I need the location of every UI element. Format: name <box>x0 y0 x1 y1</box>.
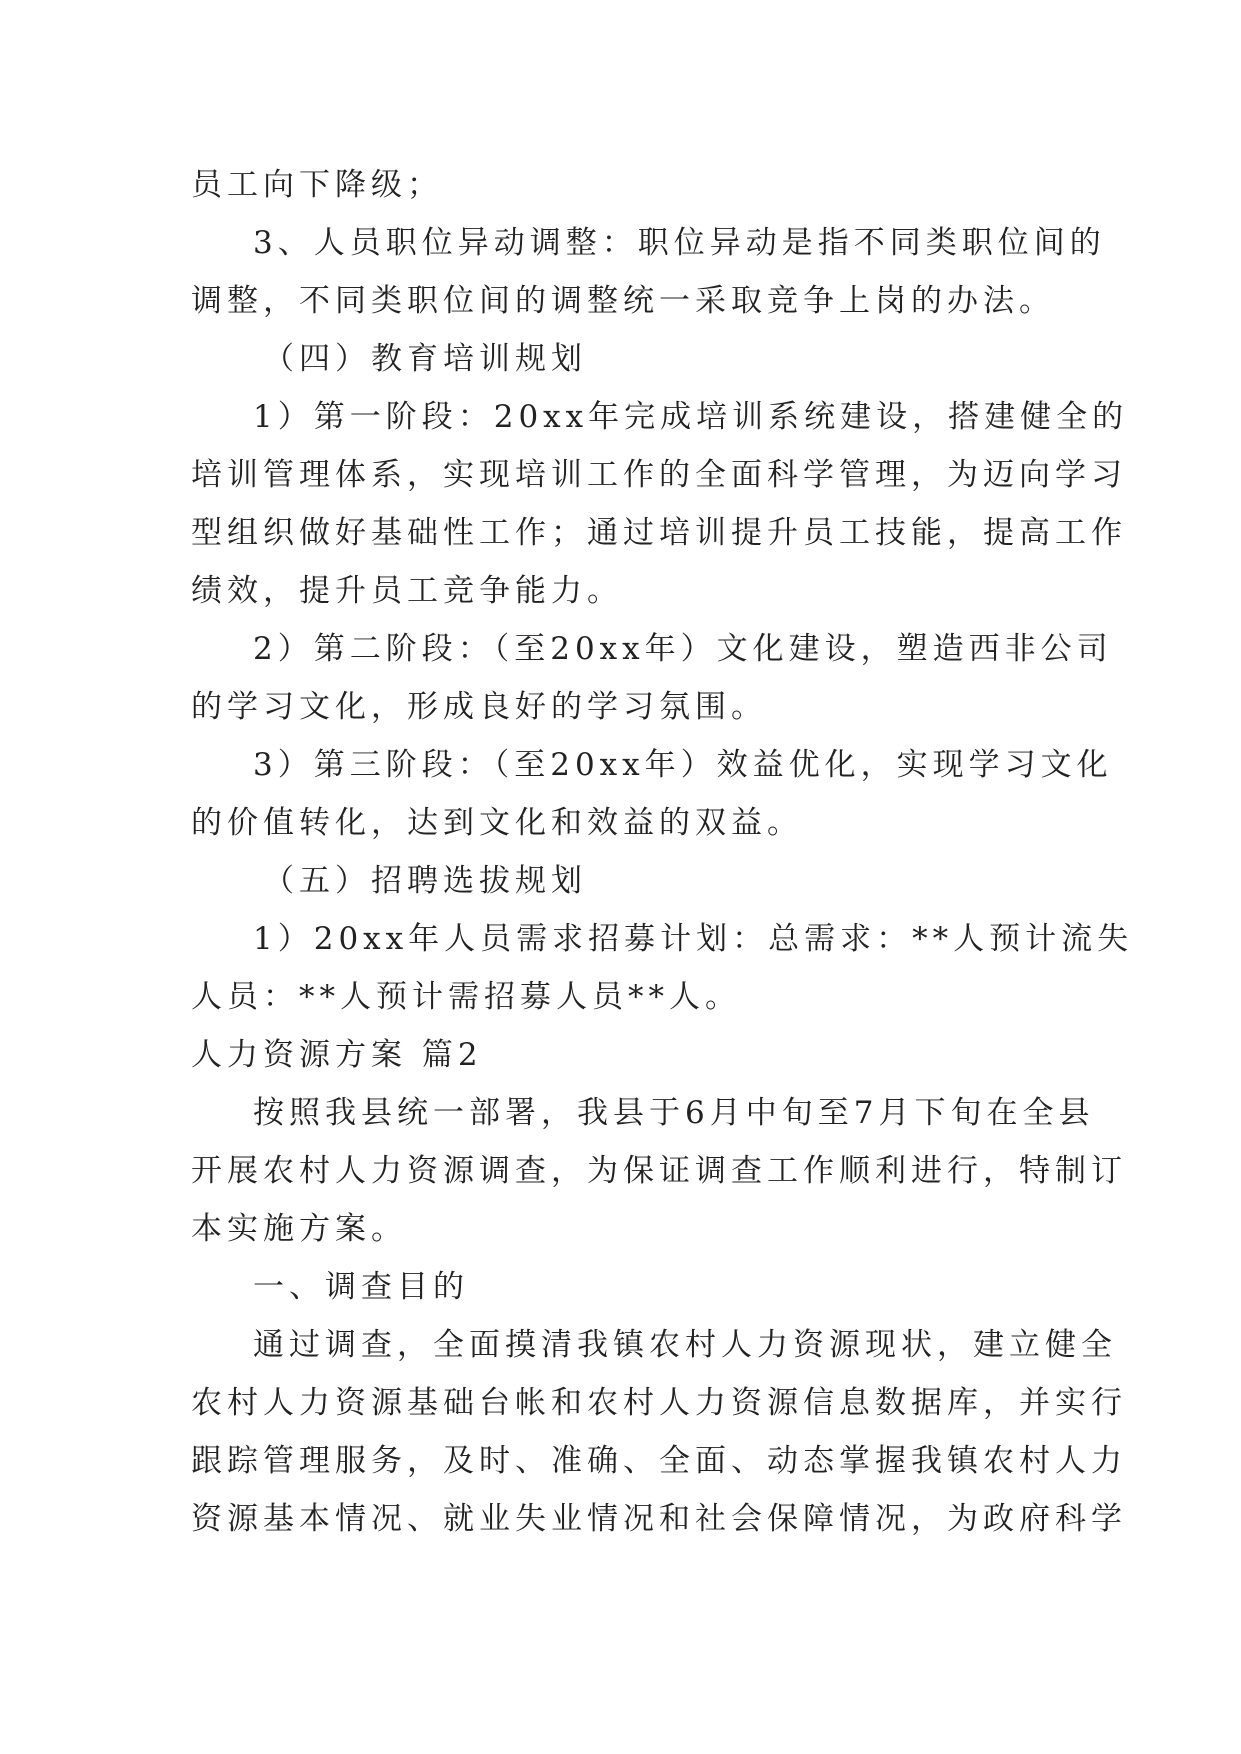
body-line-continuation: 人员：**人预计需招募人员**人。 <box>191 979 741 1015</box>
body-line-continuation: 开展农村人力资源调查，为保证调查工作顺利进行，特制订 <box>191 1153 1127 1189</box>
body-line-paragraph-start: 1）第一阶段：20xx年完成培训系统建设，搭建健全的 <box>253 399 1129 435</box>
body-line-continuation: 调整，不同类职位间的调整统一采取竞争上岗的办法。 <box>191 283 1055 319</box>
section-heading-recruitment: （五）招聘选拔规划 <box>263 863 587 899</box>
body-line-continuation: 绩效，提升员工竞争能力。 <box>191 573 623 609</box>
section-heading-education-training: （四）教育培训规划 <box>263 341 587 377</box>
body-line-continuation: 农村人力资源基础台帐和农村人力资源信息数据库，并实行 <box>191 1385 1127 1421</box>
document-body <box>191 156 1134 1548</box>
body-line-paragraph-start: 按照我县统一部署，我县于6月中旬至7月下旬在全县 <box>253 1095 1095 1131</box>
body-line-paragraph-start: 1）20xx年人员需求招募计划：总需求：**人预计流失 <box>253 921 1134 957</box>
body-line-continuation: 员工向下降级； <box>191 167 443 203</box>
body-line-paragraph-start: 通过调查，全面摸清我镇农村人力资源现状，建立健全 <box>253 1327 1117 1363</box>
body-line-continuation: 的价值转化，达到文化和效益的双益。 <box>191 805 803 841</box>
body-line-continuation: 的学习文化，形成良好的学习氛围。 <box>191 689 767 725</box>
article-heading: 人力资源方案 篇2 <box>191 1037 483 1073</box>
body-line-continuation: 资源基本情况、就业失业情况和社会保障情况，为政府科学 <box>191 1501 1127 1537</box>
body-line-paragraph-start: 3）第三阶段：（至20xx年）效益优化，实现学习文化 <box>253 747 1113 783</box>
body-line-continuation: 培训管理体系，实现培训工作的全面科学管理，为迈向学习 <box>191 457 1127 493</box>
body-line-continuation: 型组织做好基础性工作；通过培训提升员工技能，提高工作 <box>191 515 1127 551</box>
body-line-paragraph-start: 2）第二阶段：（至20xx年）文化建设，塑造西非公司 <box>253 631 1113 667</box>
body-line-paragraph-start: 3、人员职位异动调整：职位异动是指不同类职位间的 <box>253 225 1106 261</box>
body-line-continuation: 本实施方案。 <box>191 1211 407 1247</box>
body-line-continuation: 跟踪管理服务，及时、准确、全面、动态掌握我镇农村人力 <box>191 1443 1127 1479</box>
section-heading-survey-purpose: 一、调查目的 <box>253 1269 469 1305</box>
